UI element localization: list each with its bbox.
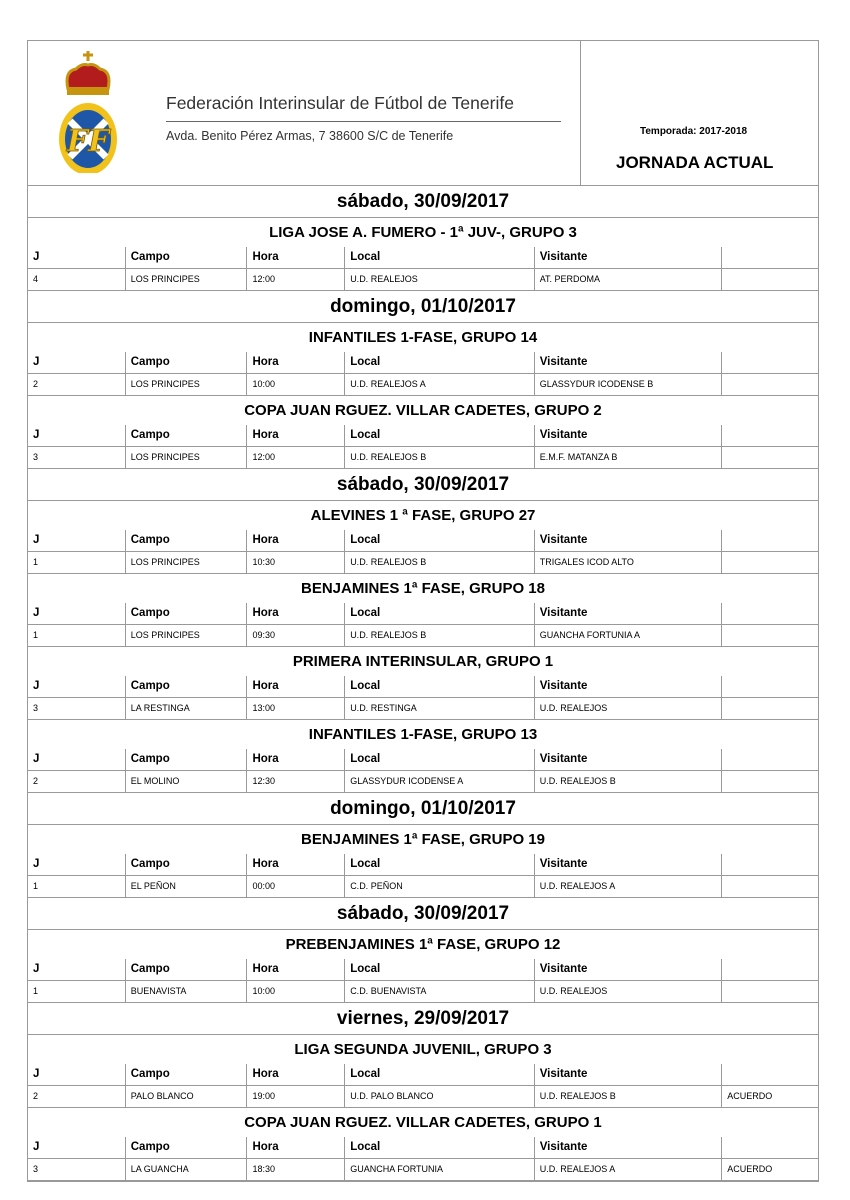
column-header-extra — [722, 530, 818, 551]
column-header-visitante: Visitante — [535, 676, 723, 697]
column-header-campo: Campo — [126, 603, 248, 624]
column-header-campo: Campo — [126, 352, 248, 373]
column-header-extra — [722, 247, 818, 268]
season-label: Temporada: 2017-2018 — [640, 126, 748, 137]
column-header-visitante: Visitante — [535, 530, 723, 551]
cell-j: 3 — [28, 698, 126, 719]
cell-j: 1 — [28, 625, 126, 646]
competition-block — [28, 825, 818, 898]
cell-local: U.D. REALEJOS A — [345, 374, 535, 395]
column-header-hora: Hora — [247, 749, 345, 770]
competition-title: COPA JUAN RGUEZ. VILLAR CADETES, GRUPO 2 — [244, 402, 602, 419]
cell-local: C.D. BUENAVISTA — [345, 981, 535, 1002]
column-header-j: J — [28, 749, 126, 770]
column-header-hora: Hora — [247, 603, 345, 624]
column-header-extra — [722, 749, 818, 770]
competition-block — [28, 720, 818, 793]
column-header-hora: Hora — [247, 352, 345, 373]
cell-local: GLASSYDUR ICODENSE A — [345, 771, 535, 792]
column-header-visitante: Visitante — [535, 959, 723, 980]
competition-block — [28, 396, 818, 469]
column-header-extra — [722, 352, 818, 373]
column-header-row — [28, 749, 818, 771]
column-header-local: Local — [345, 1064, 535, 1085]
column-header-local: Local — [345, 1137, 535, 1158]
column-header-hora: Hora — [247, 854, 345, 875]
column-header-hora: Hora — [247, 1137, 345, 1158]
table-row — [28, 698, 818, 719]
competition-block — [28, 647, 818, 720]
competition-title: LIGA SEGUNDA JUVENIL, GRUPO 3 — [294, 1041, 552, 1058]
cell-visitante: TRIGALES ICOD ALTO — [535, 552, 723, 573]
cell-campo: LOS PRINCIPES — [126, 447, 248, 468]
competition-title: PRIMERA INTERINSULAR, GRUPO 1 — [292, 653, 554, 670]
table-row — [28, 1159, 818, 1180]
cell-hora: 10:30 — [247, 552, 345, 573]
table-row — [28, 771, 818, 792]
cell-visitante: U.D. REALEJOS A — [535, 1159, 723, 1180]
cell-extra — [722, 269, 818, 290]
column-header-local: Local — [345, 854, 535, 875]
competition-block — [28, 574, 818, 647]
svg-text:FF: FF — [66, 124, 110, 159]
column-header-j: J — [28, 425, 126, 446]
column-header-local: Local — [345, 603, 535, 624]
table-row — [28, 447, 818, 468]
competition-block — [28, 1035, 818, 1108]
date-heading: sábado, 30/09/2017 — [28, 898, 818, 930]
competition-block — [28, 218, 818, 291]
cell-extra — [722, 374, 818, 395]
column-header-campo: Campo — [126, 1064, 248, 1085]
table-row — [28, 269, 818, 290]
competition-block — [28, 501, 818, 574]
cell-campo: LOS PRINCIPES — [126, 269, 248, 290]
column-header-row — [28, 247, 818, 269]
column-header-visitante: Visitante — [535, 352, 723, 373]
column-header-local: Local — [345, 425, 535, 446]
cell-extra — [722, 552, 818, 573]
column-header-hora: Hora — [247, 247, 345, 268]
cell-extra — [722, 447, 818, 468]
cell-hora: 09:30 — [247, 625, 345, 646]
cell-campo: EL PEÑON — [126, 876, 248, 897]
match-list — [28, 186, 818, 1181]
table-row — [28, 374, 818, 395]
jornada-title: JORNADA ACTUAL — [616, 153, 774, 172]
cell-j: 3 — [28, 447, 126, 468]
column-header-row — [28, 959, 818, 981]
column-header-campo: Campo — [126, 854, 248, 875]
header-divider — [580, 41, 581, 185]
column-header-local: Local — [345, 352, 535, 373]
cell-local: U.D. REALEJOS B — [345, 552, 535, 573]
competition-title: ALEVINES 1 ª FASE, GRUPO 27 — [310, 507, 536, 524]
competition-title: COPA JUAN RGUEZ. VILLAR CADETES, GRUPO 1 — [244, 1114, 602, 1131]
date-heading: domingo, 01/10/2017 — [28, 291, 818, 323]
column-header-hora: Hora — [247, 1064, 345, 1085]
cell-hora: 12:00 — [247, 269, 345, 290]
table-row — [28, 552, 818, 573]
cell-local: U.D. REALEJOS B — [345, 625, 535, 646]
column-header-visitante: Visitante — [535, 603, 723, 624]
competition-title: LIGA JOSE A. FUMERO - 1ª JUV-, GRUPO 3 — [269, 224, 577, 241]
column-header-visitante: Visitante — [535, 1064, 723, 1085]
table-row — [28, 876, 818, 897]
column-header-local: Local — [345, 676, 535, 697]
column-header-j: J — [28, 603, 126, 624]
column-header-hora: Hora — [247, 959, 345, 980]
column-header-row — [28, 1137, 818, 1159]
cell-extra — [722, 625, 818, 646]
cell-j: 2 — [28, 771, 126, 792]
cell-hora: 19:00 — [247, 1086, 345, 1107]
cell-local: U.D. RESTINGA — [345, 698, 535, 719]
column-header-extra — [722, 959, 818, 980]
cell-visitante: GLASSYDUR ICODENSE B — [535, 374, 723, 395]
letterhead — [28, 41, 818, 186]
cell-local: GUANCHA FORTUNIA — [345, 1159, 535, 1180]
cell-campo: EL MOLINO — [126, 771, 248, 792]
competition-title: BENJAMINES 1ª FASE, GRUPO 19 — [301, 831, 545, 848]
federation-crest-icon — [58, 49, 118, 173]
cell-campo: LOS PRINCIPES — [126, 625, 248, 646]
column-header-visitante: Visitante — [535, 247, 723, 268]
cell-j: 1 — [28, 981, 126, 1002]
date-heading: viernes, 29/09/2017 — [28, 1003, 818, 1035]
cell-extra — [722, 771, 818, 792]
column-header-extra — [722, 854, 818, 875]
column-header-extra — [722, 603, 818, 624]
cell-hora: 00:00 — [247, 876, 345, 897]
column-header-row — [28, 530, 818, 552]
competition-title: BENJAMINES 1ª FASE, GRUPO 18 — [301, 580, 545, 597]
table-row — [28, 625, 818, 646]
competition-title: INFANTILES 1-FASE, GRUPO 14 — [308, 329, 538, 346]
competition-title: PREBENJAMINES 1ª FASE, GRUPO 12 — [285, 936, 561, 953]
cell-j: 2 — [28, 374, 126, 395]
column-header-row — [28, 854, 818, 876]
cell-visitante: GUANCHA FORTUNIA A — [535, 625, 723, 646]
date-heading: domingo, 01/10/2017 — [28, 793, 818, 825]
cell-visitante: U.D. REALEJOS B — [535, 771, 723, 792]
cell-visitante: E.M.F. MATANZA B — [535, 447, 723, 468]
date-heading: sábado, 30/09/2017 — [28, 186, 818, 218]
column-header-j: J — [28, 959, 126, 980]
cell-hora: 10:00 — [247, 981, 345, 1002]
column-header-local: Local — [345, 247, 535, 268]
cell-campo: LA RESTINGA — [126, 698, 248, 719]
column-header-extra — [722, 425, 818, 446]
cell-j: 1 — [28, 876, 126, 897]
column-header-j: J — [28, 1064, 126, 1085]
cell-hora: 12:00 — [247, 447, 345, 468]
cell-visitante: U.D. REALEJOS A — [535, 876, 723, 897]
competition-title: INFANTILES 1-FASE, GRUPO 13 — [308, 726, 538, 743]
cell-visitante: U.D. REALEJOS — [535, 981, 723, 1002]
competition-block — [28, 323, 818, 396]
cell-local: U.D. PALO BLANCO — [345, 1086, 535, 1107]
competition-block — [28, 1108, 818, 1181]
column-header-row — [28, 603, 818, 625]
cell-campo: BUENAVISTA — [126, 981, 248, 1002]
column-header-campo: Campo — [126, 425, 248, 446]
cell-hora: 10:00 — [247, 374, 345, 395]
cell-j: 2 — [28, 1086, 126, 1107]
column-header-local: Local — [345, 749, 535, 770]
federation-name: Federación Interinsular de Fútbol de Tenerife — [166, 93, 514, 113]
cell-extra — [722, 876, 818, 897]
column-header-visitante: Visitante — [535, 425, 723, 446]
column-header-campo: Campo — [126, 676, 248, 697]
cell-j: 3 — [28, 1159, 126, 1180]
cell-local: U.D. REALEJOS — [345, 269, 535, 290]
column-header-extra — [722, 676, 818, 697]
cell-campo: LOS PRINCIPES — [126, 374, 248, 395]
table-row — [28, 981, 818, 1002]
cell-extra: ACUERDO — [727, 1164, 773, 1174]
cell-campo: PALO BLANCO — [126, 1086, 248, 1107]
column-header-visitante: Visitante — [535, 1137, 723, 1158]
column-header-hora: Hora — [247, 530, 345, 551]
column-header-j: J — [28, 1137, 126, 1158]
column-header-campo: Campo — [126, 749, 248, 770]
cell-local: U.D. REALEJOS B — [345, 447, 535, 468]
column-header-extra — [722, 1064, 818, 1085]
table-row — [28, 1086, 818, 1107]
cell-visitante: AT. PERDOMA — [535, 269, 723, 290]
cell-extra: ACUERDO — [727, 1091, 773, 1101]
column-header-hora: Hora — [247, 676, 345, 697]
column-header-campo: Campo — [126, 247, 248, 268]
column-header-campo: Campo — [126, 1137, 248, 1158]
cell-j: 1 — [28, 552, 126, 573]
column-header-extra — [722, 1137, 818, 1158]
column-header-row — [28, 676, 818, 698]
column-header-j: J — [28, 854, 126, 875]
cell-local: C.D. PEÑON — [345, 876, 535, 897]
header-rule — [166, 121, 561, 122]
column-header-j: J — [28, 352, 126, 373]
column-header-local: Local — [345, 959, 535, 980]
column-header-j: J — [28, 247, 126, 268]
column-header-campo: Campo — [126, 959, 248, 980]
cell-j: 4 — [28, 269, 126, 290]
column-header-hora: Hora — [247, 425, 345, 446]
column-header-j: J — [28, 676, 126, 697]
cell-extra — [722, 698, 818, 719]
column-header-visitante: Visitante — [535, 854, 723, 875]
cell-campo: LA GUANCHA — [126, 1159, 248, 1180]
cell-campo: LOS PRINCIPES — [126, 552, 248, 573]
column-header-visitante: Visitante — [535, 749, 723, 770]
schedule-sheet — [27, 40, 819, 1182]
cell-hora: 18:30 — [247, 1159, 345, 1180]
competition-block — [28, 930, 818, 1003]
column-header-row — [28, 1064, 818, 1086]
cell-extra — [722, 981, 818, 1002]
column-header-campo: Campo — [126, 530, 248, 551]
column-header-j: J — [28, 530, 126, 551]
federation-address: Avda. Benito Pérez Armas, 7 38600 S/C de Tenerife — [166, 129, 454, 143]
column-header-row — [28, 425, 818, 447]
cell-hora: 13:00 — [247, 698, 345, 719]
cell-hora: 12:30 — [247, 771, 345, 792]
cell-visitante: U.D. REALEJOS B — [535, 1086, 723, 1107]
date-heading: sábado, 30/09/2017 — [28, 469, 818, 501]
column-header-row — [28, 352, 818, 374]
cell-visitante: U.D. REALEJOS — [535, 698, 723, 719]
column-header-local: Local — [345, 530, 535, 551]
